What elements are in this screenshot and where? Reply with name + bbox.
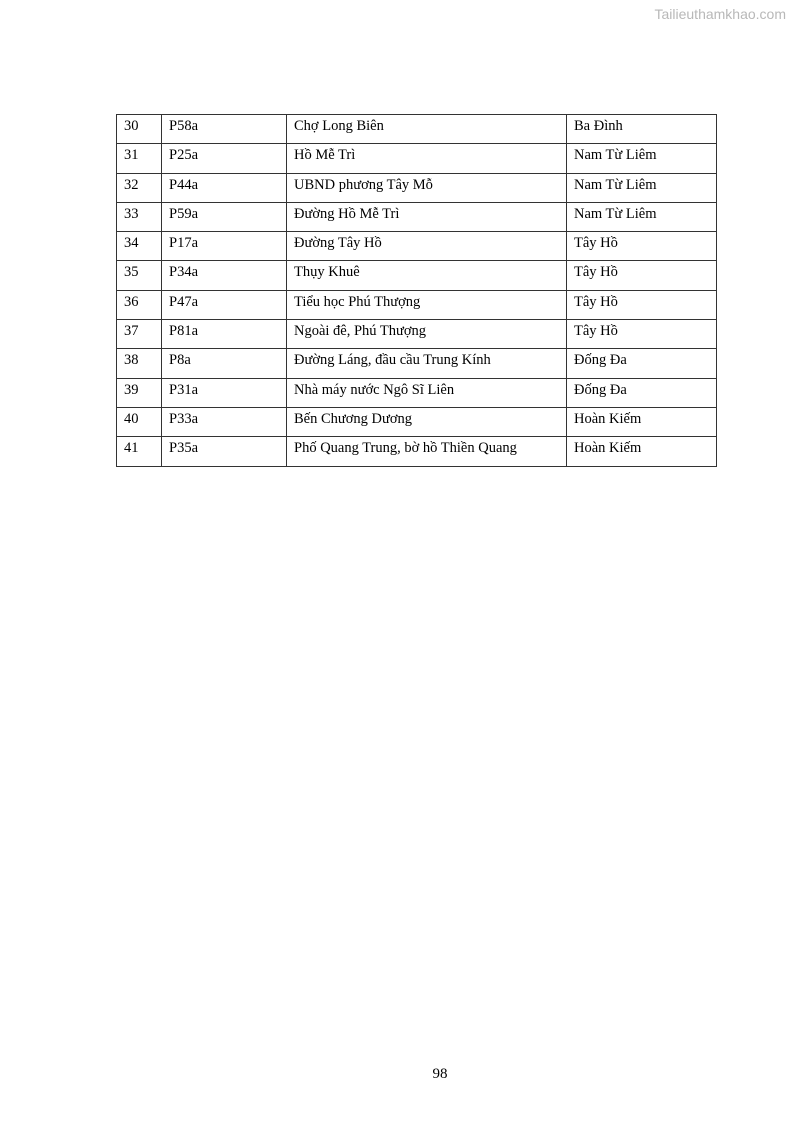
district-cell: Tây Hồ <box>567 232 717 261</box>
district-cell: Đống Đa <box>567 349 717 378</box>
row-index-cell: 35 <box>117 261 162 290</box>
table-row <box>117 407 717 436</box>
point-code-cell: P17a <box>162 232 287 261</box>
location-cell: Đường Hồ Mễ Trì <box>287 202 567 231</box>
district-cell: Hoàn Kiếm <box>567 437 717 466</box>
district-cell: Tây Hồ <box>567 261 717 290</box>
watermark: Tailieuthamkhao.com <box>654 6 786 22</box>
point-code-cell: P58a <box>162 115 287 144</box>
location-cell: Nhà máy nước Ngô Sĩ Liên <box>287 378 567 407</box>
location-cell: Ngoài đê, Phú Thượng <box>287 320 567 349</box>
location-cell: UBND phương Tây Mỗ <box>287 173 567 202</box>
point-code-cell: P35a <box>162 437 287 466</box>
row-index-cell: 34 <box>117 232 162 261</box>
point-code-cell: P44a <box>162 173 287 202</box>
point-code-cell: P34a <box>162 261 287 290</box>
row-index-cell: 30 <box>117 115 162 144</box>
district-cell: Nam Từ Liêm <box>567 144 717 173</box>
row-index-cell: 32 <box>117 173 162 202</box>
point-code-cell: P25a <box>162 144 287 173</box>
district-cell: Ba Đình <box>567 115 717 144</box>
point-code-cell: P81a <box>162 320 287 349</box>
location-cell: Đường Tây Hồ <box>287 232 567 261</box>
table-row <box>117 144 717 173</box>
table-row <box>117 173 717 202</box>
table-row <box>117 290 717 319</box>
location-cell: Hồ Mễ Trì <box>287 144 567 173</box>
row-index-cell: 40 <box>117 407 162 436</box>
point-code-cell: P47a <box>162 290 287 319</box>
row-index-cell: 36 <box>117 290 162 319</box>
table-row <box>117 378 717 407</box>
point-code-cell: P59a <box>162 202 287 231</box>
table-row <box>117 115 717 144</box>
table-row <box>117 349 717 378</box>
table-row <box>117 320 717 349</box>
location-cell: Chợ Long Biên <box>287 115 567 144</box>
point-code-cell: P8a <box>162 349 287 378</box>
table-row <box>117 232 717 261</box>
row-index-cell: 41 <box>117 437 162 466</box>
district-cell: Đống Đa <box>567 378 717 407</box>
table-row <box>117 261 717 290</box>
point-code-cell: P33a <box>162 407 287 436</box>
table-row <box>117 437 717 466</box>
district-cell: Nam Từ Liêm <box>567 173 717 202</box>
location-cell: Thụy Khuê <box>287 261 567 290</box>
sampling-points-table <box>116 114 717 467</box>
row-index-cell: 37 <box>117 320 162 349</box>
row-index-cell: 38 <box>117 349 162 378</box>
page-number: 98 <box>432 1066 448 1082</box>
location-cell: Phố Quang Trung, bờ hồ Thiền Quang <box>287 437 567 466</box>
row-index-cell: 33 <box>117 202 162 231</box>
point-code-cell: P31a <box>162 378 287 407</box>
row-index-cell: 31 <box>117 144 162 173</box>
location-cell: Đường Láng, đầu cầu Trung Kính <box>287 349 567 378</box>
location-cell: Bến Chương Dương <box>287 407 567 436</box>
row-index-cell: 39 <box>117 378 162 407</box>
district-cell: Tây Hồ <box>567 320 717 349</box>
location-cell: Tiểu học Phú Thượng <box>287 290 567 319</box>
district-cell: Nam Từ Liêm <box>567 202 717 231</box>
district-cell: Tây Hồ <box>567 290 717 319</box>
table-row <box>117 202 717 231</box>
district-cell: Hoàn Kiếm <box>567 407 717 436</box>
